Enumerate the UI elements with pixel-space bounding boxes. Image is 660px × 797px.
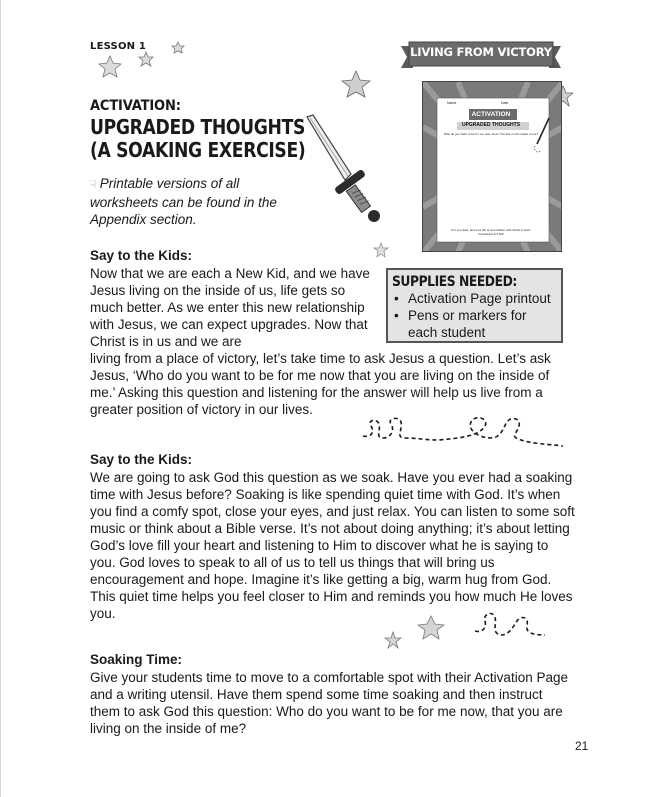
sword-illustration	[301, 112, 391, 230]
banner-label: LIVING FROM VICTORY	[410, 45, 552, 59]
supplies-item: • Pens or markers for each student	[392, 307, 557, 341]
section1-body-full: living from a place of victory, let’s take time to ask Jesus a question. Let’s ask Jesus, ‘Who do you want to be for me now that you are living on the inside of me.’ Asking this question and listening for the answer will help us live from a greater position of victory in our lives.	[90, 351, 551, 417]
worksheet-thumbnail	[422, 81, 562, 252]
printable-note	[90, 175, 280, 228]
page-number: 21	[575, 739, 589, 753]
section1-body-wrapped: Now that we are each a New Kid, and we have Jesus living on the inside of us, life gets so much better. As we enter this new relationship with Jesus, we can expect upgrades. Now that Christ is in us and we are	[90, 266, 370, 349]
page-title-line2: (A SOAKING EXERCISE)	[90, 138, 306, 162]
star-icon	[341, 70, 371, 98]
pointing-hand-icon: ☟	[90, 179, 97, 191]
thumb-footer	[441, 228, 541, 236]
thumb-subtitle: UPGRADED THOUGHTS	[461, 122, 521, 128]
supplies-box	[386, 268, 563, 343]
supplies-item: • Activation Page printout	[392, 290, 557, 307]
thumb-footer-ref: Colossians 3:3 NIV	[478, 232, 504, 236]
section3-heading: Soaking Time:	[90, 652, 183, 667]
thumb-footer-verse: For you died, and your life is now hidden with Christ in God.	[451, 228, 531, 232]
thumb-question: Who do you want to be for me now, God / You live on the inside of me?	[443, 132, 539, 136]
section2-body: We are going to ask God this question as we soak. Have you ever had a soaking time with Jesus before? Soaking is like spending quiet time with God. It’s when you find a comfy spot, close your eyes, and just relax. You can listen to some soft music or think about a Bible verse. It’s not about doing anything; it’s about letting God’s love fill your heart and listening to Him to discover what he is saying to you. God loves to speak to all of us to tell us things that will bring us encouragement and hope. Imagine it’s like getting a big, warm hug from God. This quiet time helps you feel closer to Him and reminds you how much He loves you.	[90, 470, 575, 621]
section2-heading: Say to the Kids:	[90, 452, 193, 467]
section1-heading: Say to the Kids:	[90, 248, 193, 263]
thumb-activation-label: ACTIVATION	[471, 111, 511, 118]
page-title-line1: UPGRADED THOUGHTS	[90, 115, 306, 139]
thumb-date-label: Date	[501, 101, 509, 105]
page-title	[90, 116, 305, 162]
section3-body: Give your students time to move to a comfortable spot with their Activation Page and a writing utensil. Have them spend some time soaking and then instruct them to ask God this question: Who do you want to be for me now, that you are living on the inside of me?	[90, 670, 568, 736]
supplies-list	[392, 290, 557, 341]
lesson-label: LESSON 1	[90, 41, 147, 52]
thumb-name-label: Name	[447, 101, 457, 105]
activation-label: ACTIVATION:	[90, 98, 181, 114]
printable-note-text: Printable versions of all worksheets can be found in the Appendix section.	[90, 176, 277, 227]
star-icon	[373, 242, 389, 258]
supplies-title: SUPPLIES NEEDED:	[392, 274, 517, 290]
